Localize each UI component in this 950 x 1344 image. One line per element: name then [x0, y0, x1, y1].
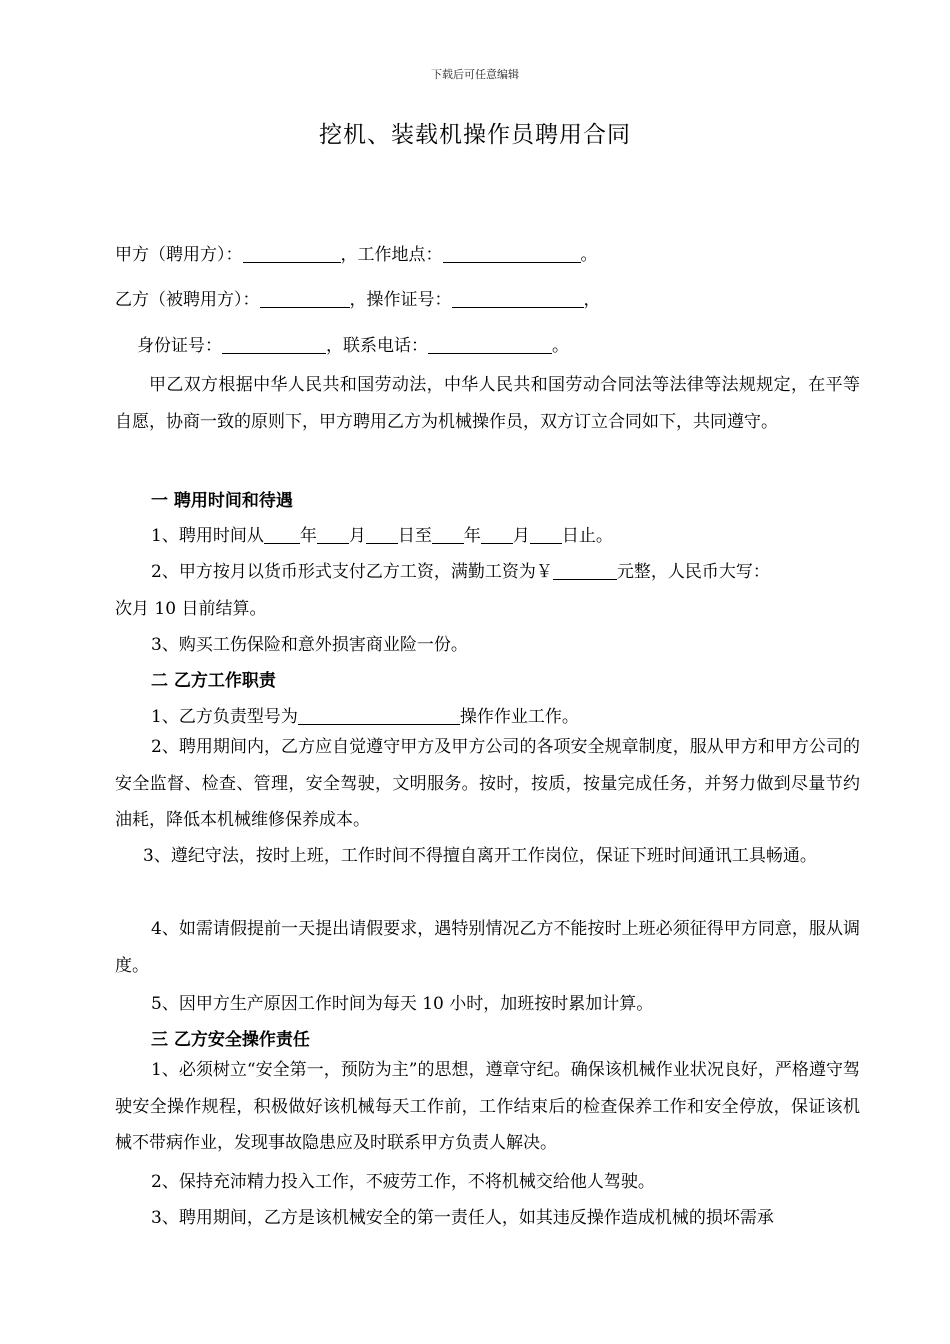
duty-item-2: 2、聘用期间内，乙方应自觉遵守甲方及甲方公司的各项安全规章制度，服从甲方和甲方公司的安全监督、检查、管理，安全驾驶，文明服务。按时，按质，按量完成任务，并努力做到尽量节约油耗，降低本机械维修保养成本。: [115, 737, 860, 830]
party-b-label: 乙方（被聘用方）：: [115, 290, 260, 310]
day-end-label: 日止。: [561, 526, 613, 546]
operator-cert-label: 操作证号：: [366, 290, 452, 310]
header-note: 下载后可任意编辑: [431, 68, 519, 81]
separator: ，: [340, 245, 358, 265]
insurance-line: 3、购买工伤保险和意外损害商业险一份。: [151, 635, 468, 655]
section-2-heading: 二 乙方工作职责: [151, 671, 276, 691]
safety-item-2: 2、保持充沛精力投入工作，不疲劳工作，不将机械交给他人驾驶。: [151, 1172, 655, 1192]
section-3-heading: 三 乙方安全操作责任: [151, 1030, 310, 1050]
page-title: 挖机、装载机操作员聘用合同: [319, 122, 631, 148]
duty-item-5: 5、因甲方生产原因工作时间为每天 10 小时，加班按时累加计算。: [151, 994, 654, 1014]
party-b-line: [115, 285, 601, 310]
duty-item-3: 3、遵纪守法，按时上班，工作时间不得擅自离开工作岗位，保证下班时间通讯工具畅通。: [143, 846, 817, 866]
year-label: 年: [299, 526, 317, 546]
end-day-blank[interactable]: [530, 525, 562, 544]
day-to-label: 日至: [397, 526, 432, 546]
separator: ，: [349, 290, 367, 310]
party-a-label: 甲方（聘用方）：: [115, 245, 243, 265]
model-blank[interactable]: [298, 706, 460, 725]
start-month-blank[interactable]: [317, 525, 349, 544]
start-year-blank[interactable]: [264, 525, 300, 544]
month-label: 月: [512, 526, 530, 546]
model-line: [151, 702, 579, 727]
salary-label: 2、甲方按月以货币形式支付乙方工资，满勤工资为￥: [151, 562, 553, 582]
hire-period-label: 1、聘用时间从: [151, 526, 264, 546]
year-label: 年: [463, 526, 481, 546]
duty-item-4: 4、如需请假提前一天提出请假要求，遇特别情况乙方不能按时上班必须征得甲方同意，服从调度。: [115, 919, 860, 976]
id-line: [137, 331, 569, 356]
end-year-blank[interactable]: [432, 525, 464, 544]
id-number-blank[interactable]: [222, 335, 326, 354]
section-1-heading: 一 聘用时间和待遇: [151, 491, 293, 511]
end-month-blank[interactable]: [481, 525, 513, 544]
work-location-label: 工作地点：: [357, 245, 443, 265]
id-number-label: 身份证号：: [137, 336, 222, 356]
period: 。: [580, 245, 598, 265]
settlement-line: 次月 10 日前结算。: [115, 599, 267, 619]
separator: ，: [326, 336, 343, 356]
intro-paragraph: 甲乙双方根据中华人民共和国劳动法，中华人民共和国劳动合同法等法律等法规规定，在平等自愿，协商一致的原则下，甲方聘用乙方为机械操作员，双方订立合同如下，共同遵守。: [115, 375, 860, 432]
salary-amount-blank[interactable]: [553, 561, 617, 580]
party-a-blank[interactable]: [243, 244, 341, 263]
phone-blank[interactable]: [428, 335, 552, 354]
salary-line: [151, 557, 770, 582]
start-day-blank[interactable]: [366, 525, 398, 544]
safety-item-1: 1、必须树立“安全第一，预防为主”的思想，遵章守纪。确保该机械作业状况良好，严格遵守驾驶安全操作规程，积极做好该机械每天工作前，工作结束后的检查保养工作和安全停放，保证该机械不带病作业，发现事故隐患应及时联系甲方负责人解决。: [115, 1060, 860, 1153]
safety-item-3: 3、聘用期间，乙方是该机械安全的第一责任人，如其违反操作造成机械的损坏需承: [151, 1208, 774, 1228]
party-a-line: [115, 240, 598, 265]
work-location-blank[interactable]: [443, 244, 581, 263]
operator-cert-blank[interactable]: [452, 289, 584, 308]
model-label: 1、乙方负责型号为: [151, 707, 298, 727]
party-b-blank[interactable]: [260, 289, 350, 308]
model-end-label: 操作作业工作。: [459, 707, 579, 727]
period: 。: [552, 336, 569, 356]
phone-label: 联系电话：: [343, 336, 428, 356]
month-label: 月: [348, 526, 366, 546]
hire-period-line: [151, 521, 613, 546]
salary-words-label: 元整，人民币大写：: [616, 562, 770, 582]
comma: ，: [583, 290, 601, 310]
